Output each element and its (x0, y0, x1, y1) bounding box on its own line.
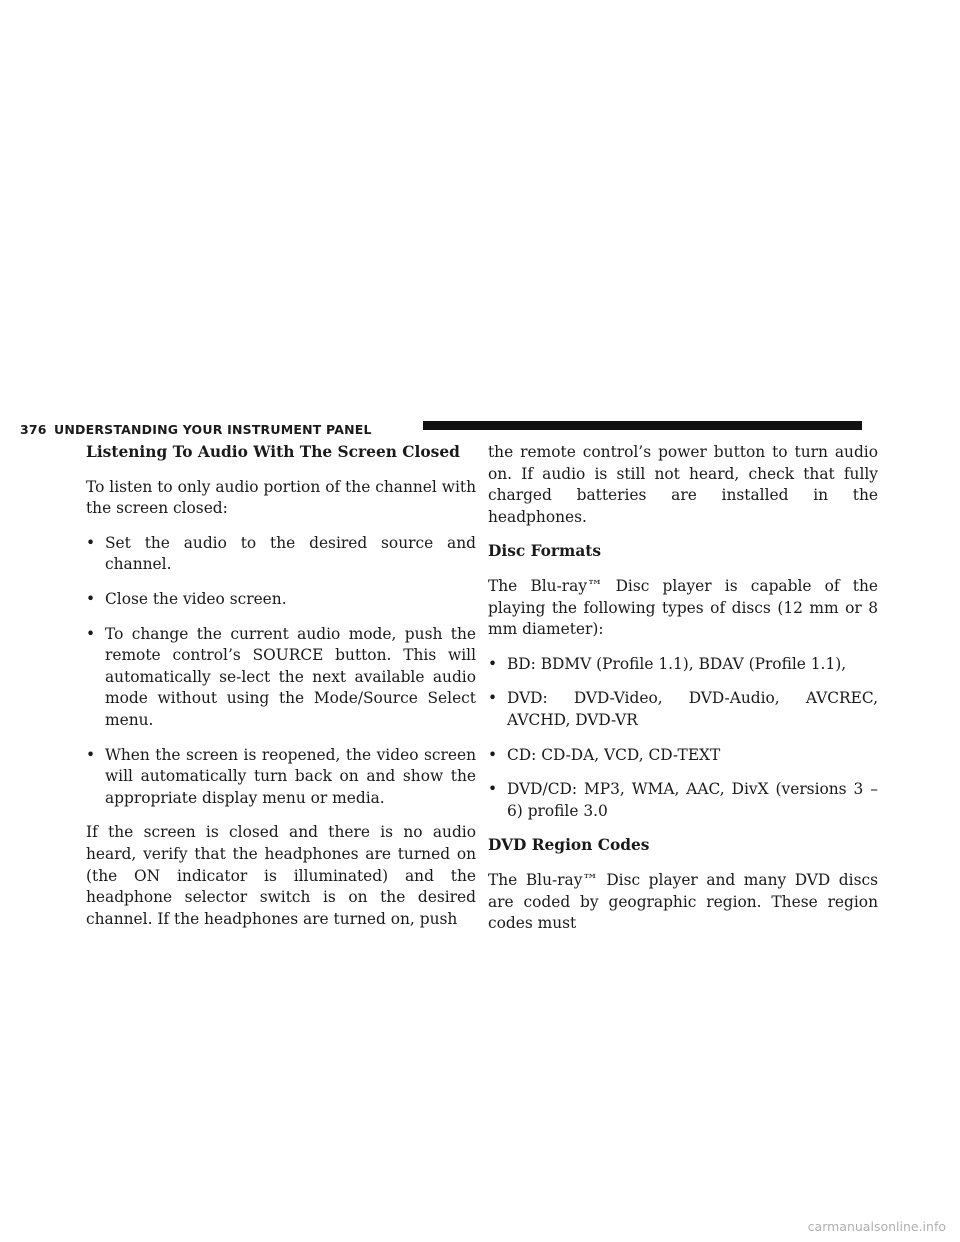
bullet-icon: • (488, 745, 498, 764)
list-item: • To change the current audio mode, push the remote control’s SOURCE button. This will automatically se-lect the next available audio mode without using the Mode/Source Select menu. (86, 624, 476, 729)
section-heading-region-codes: DVD Region Codes (488, 836, 650, 855)
page-number: 376 (20, 422, 47, 437)
audio-steps-list (86, 533, 476, 810)
region-codes-paragraph: The Blu-ray™ Disc player and many DVD discs are coded by geographic region. These region codes must (488, 870, 878, 933)
list-item: • Set the audio to the desired source and channel. (86, 533, 476, 574)
list-item: • DVD: DVD-Video, DVD-Audio, AVCREC, AVCHD, DVD-VR (488, 689, 878, 729)
page-header (20, 418, 862, 440)
bullet-icon: • (86, 533, 96, 552)
list-item: • CD: CD-DA, VCD, CD-TEXT (488, 745, 878, 767)
list-item: • BD: BDMV (Profile 1.1), BDAV (Profile 1.1), (488, 654, 878, 676)
bullet-icon: • (488, 689, 498, 708)
intro-paragraph: To listen to only audio portion of the channel with the screen closed: (86, 477, 476, 518)
troubleshoot-paragraph: If the screen is closed and there is no audio heard, verify that the headphones are turned on (the ON indicator is illuminated) and the headphone selector switch is on the desired channel. If the headphones are turned on, push (86, 823, 476, 928)
left-column (86, 442, 476, 943)
list-item: • Close the video screen. (86, 589, 476, 611)
section-heading-audio: Listening To Audio With The Screen Closed (86, 443, 460, 461)
bullet-icon: • (86, 745, 96, 764)
disc-formats-intro: The Blu-ray™ Disc player is capable of the playing the following types of discs (12 mm or 8 mm diameter): (488, 576, 878, 639)
watermark: carmanualsonline.info (807, 1219, 946, 1234)
continuation-paragraph: the remote control’s power button to turn audio on. If audio is still not heard, check that fully charged batteries are installed in the headphones. (488, 443, 878, 526)
disc-formats-list (488, 654, 878, 823)
bullet-icon: • (488, 780, 498, 799)
bullet-icon: • (488, 654, 498, 673)
list-item: • When the screen is reopened, the video screen will automatically turn back on and show the appropriate display menu or media. (86, 745, 476, 807)
section-title: UNDERSTANDING YOUR INSTRUMENT PANEL (54, 422, 372, 437)
bullet-icon: • (86, 624, 96, 643)
right-column (488, 442, 878, 948)
section-heading-disc-formats: Disc Formats (488, 542, 602, 561)
header-rule (423, 421, 862, 430)
list-item: • DVD/CD: MP3, WMA, AAC, DivX (versions 3 – 6) profile 3.0 (488, 780, 878, 820)
bullet-icon: • (86, 589, 96, 608)
